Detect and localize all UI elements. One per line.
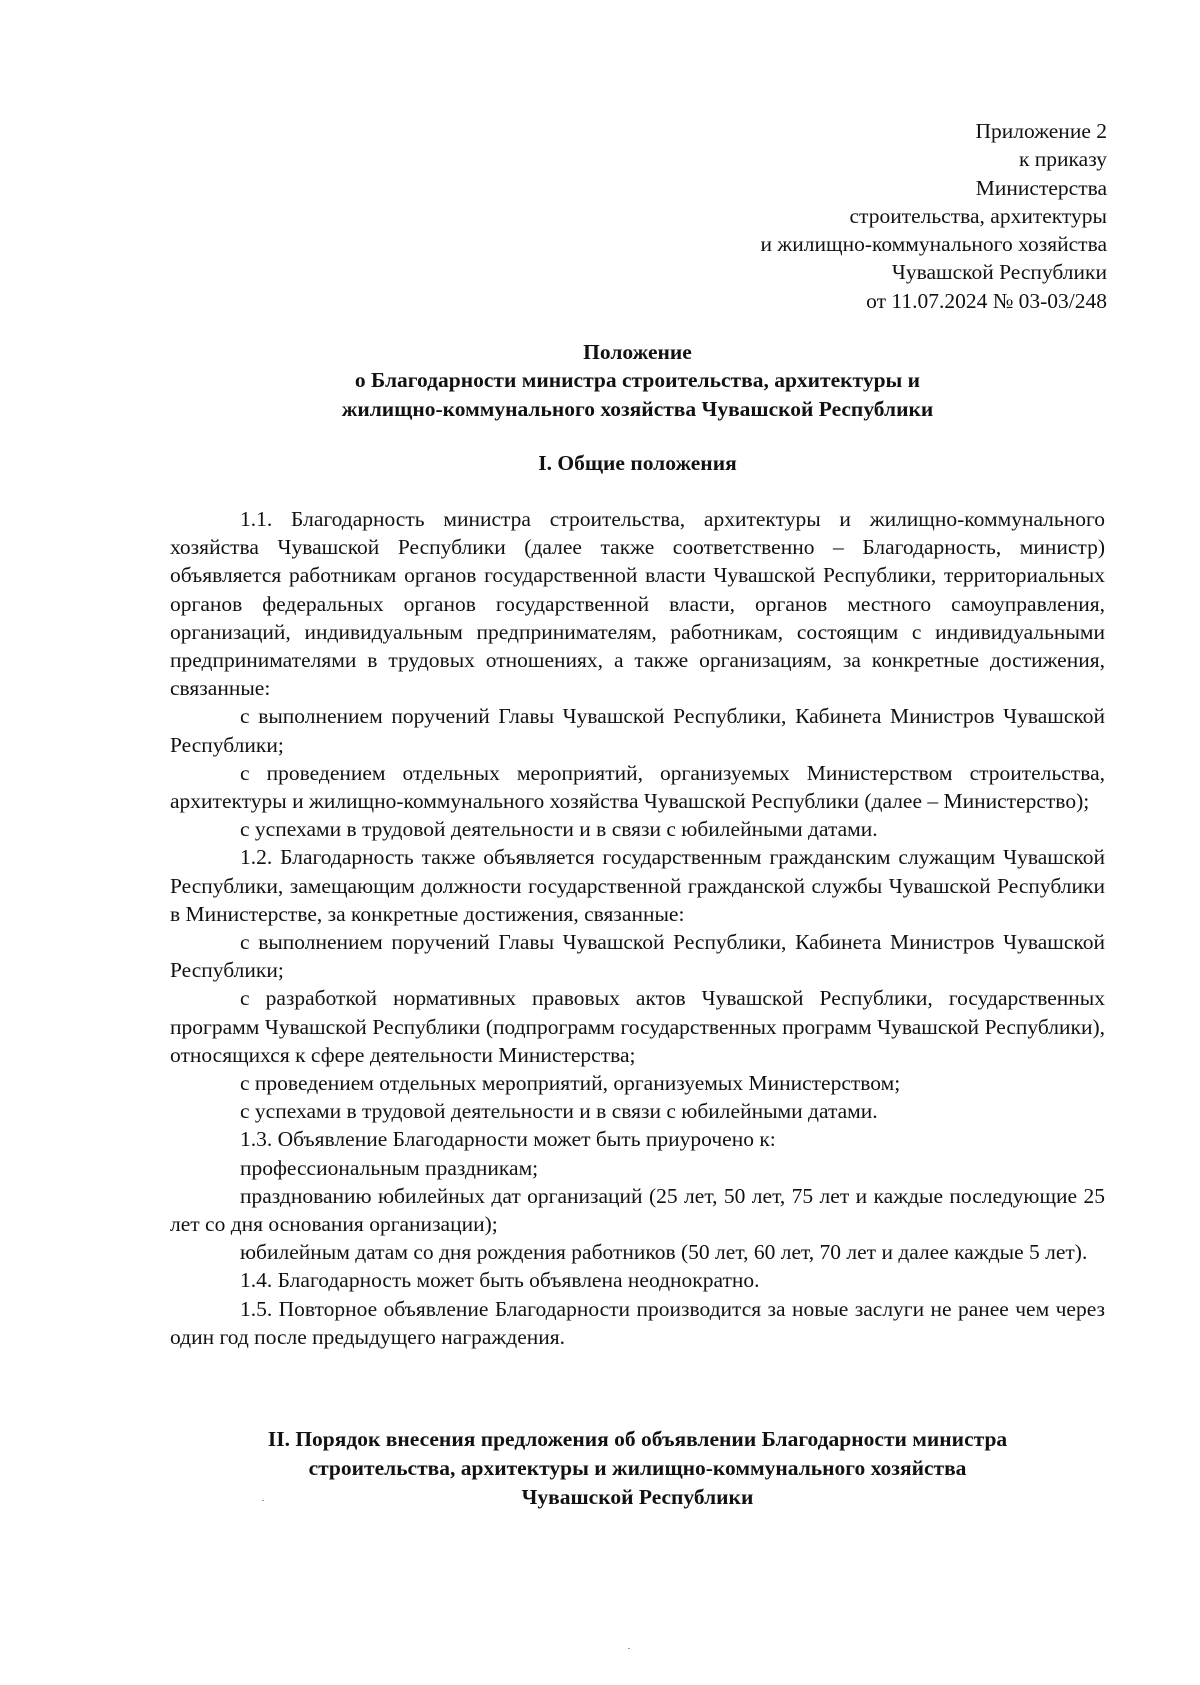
title-line: о Благодарности министра строительства, архитектуры и — [354, 368, 921, 393]
paragraph: 1.3. Объявление Благодарности может быть приурочено к: — [240, 1127, 776, 1152]
paragraph: с успехами в трудовой деятельности и в связи с юбилейными датами. — [240, 817, 878, 842]
appendix-line: к приказу — [1018, 147, 1107, 172]
scan-speck — [262, 1500, 264, 1501]
paragraph: 1.5. Повторное объявление Благодарности производится за новые заслуги не ранее чем через один год после предыдущего награждения. — [170, 1296, 1105, 1349]
appendix-reference — [547, 117, 1107, 315]
title-line: Положение — [583, 340, 692, 364]
appendix-line: строительства, архитектуры — [849, 203, 1107, 228]
title-line: жилищно-коммунального хозяйства Чувашской Республики — [341, 396, 934, 421]
paragraph: 1.4. Благодарность может быть объявлена неоднократно. — [240, 1268, 760, 1293]
section-2-heading-line: II. Порядок внесения предложения об объявлении Благодарности министра — [267, 1427, 1008, 1451]
paragraph: с разработкой нормативных правовых актов Чувашской Республики, государственных программ Чувашской Республики (подпрограмм государственных программ Чувашской Республики), относящихся к сфере деятельности Министерства; — [170, 986, 1105, 1067]
document-title — [170, 338, 1105, 423]
paragraph: профессиональным праздникам; — [240, 1155, 539, 1180]
section-2-heading — [170, 1425, 1105, 1512]
paragraph: с проведением отдельных мероприятий, организуемых Министерством; — [240, 1071, 901, 1096]
paragraph: 1.2. Благодарность также объявляется государственным гражданским служащим Чувашской Республики, замещающим должности государственной гражданской службы Чувашской Республики в Министерстве, за конкретные достижения, связанные: — [170, 845, 1105, 926]
section-2-heading-line: Чувашской Республики — [521, 1485, 754, 1509]
paragraph: с проведением отдельных мероприятий, организуемых Министерством строительства, архитектуры и жилищно-коммунального хозяйства Чувашской Республики (далее – Министерство); — [170, 760, 1105, 814]
paragraph: с выполнением поручений Главы Чувашской Республики, Кабинета Министров Чувашской Республики; — [170, 704, 1105, 757]
section-2-heading-line: строительства, архитектуры и жилищно-коммунального хозяйства — [308, 1456, 967, 1480]
paragraph: юбилейным датам со дня рождения работников (50 лет, 60 лет, 70 лет и далее каждые 5 лет). — [240, 1240, 1088, 1265]
appendix-line: Приложение 2 — [975, 119, 1107, 143]
appendix-line: от 11.07.2024 № 03-03/248 — [866, 288, 1107, 313]
appendix-line: и жилищно-коммунального хозяйства — [760, 232, 1107, 257]
appendix-line: Чувашской Республики — [891, 260, 1107, 285]
appendix-line: Министерства — [975, 175, 1107, 200]
paragraph: с выполнением поручений Главы Чувашской Республики, Кабинета Министров Чувашской Республики; — [170, 930, 1105, 983]
paragraph: 1.1. Благодарность министра строительства, архитектуры и жилищно-коммунального хозяйства Чувашской Республики (далее также соответственно – Благодарность, министр) объявляется работникам органов государственной власти Чувашской Республики, территориальных органов федеральных органов государственной власти, органов местного самоуправления, организаций, индивидуальным предпринимателям, работникам, состоящим с индивидуальными предпринимателями в трудовых отношениях, а также организациям, за конкретные достижения, связанные: — [170, 507, 1105, 701]
section-1-body — [170, 505, 1105, 1351]
section-1-heading: I. Общие положения — [538, 451, 737, 475]
paragraph: празднованию юбилейных дат организаций (25 лет, 50 лет, 75 лет и каждые последующие 25 лет со дня основания организации); — [170, 1183, 1105, 1237]
scan-speck — [628, 1648, 630, 1649]
paragraph: с успехами в трудовой деятельности и в связи с юбилейными датами. — [240, 1099, 878, 1124]
